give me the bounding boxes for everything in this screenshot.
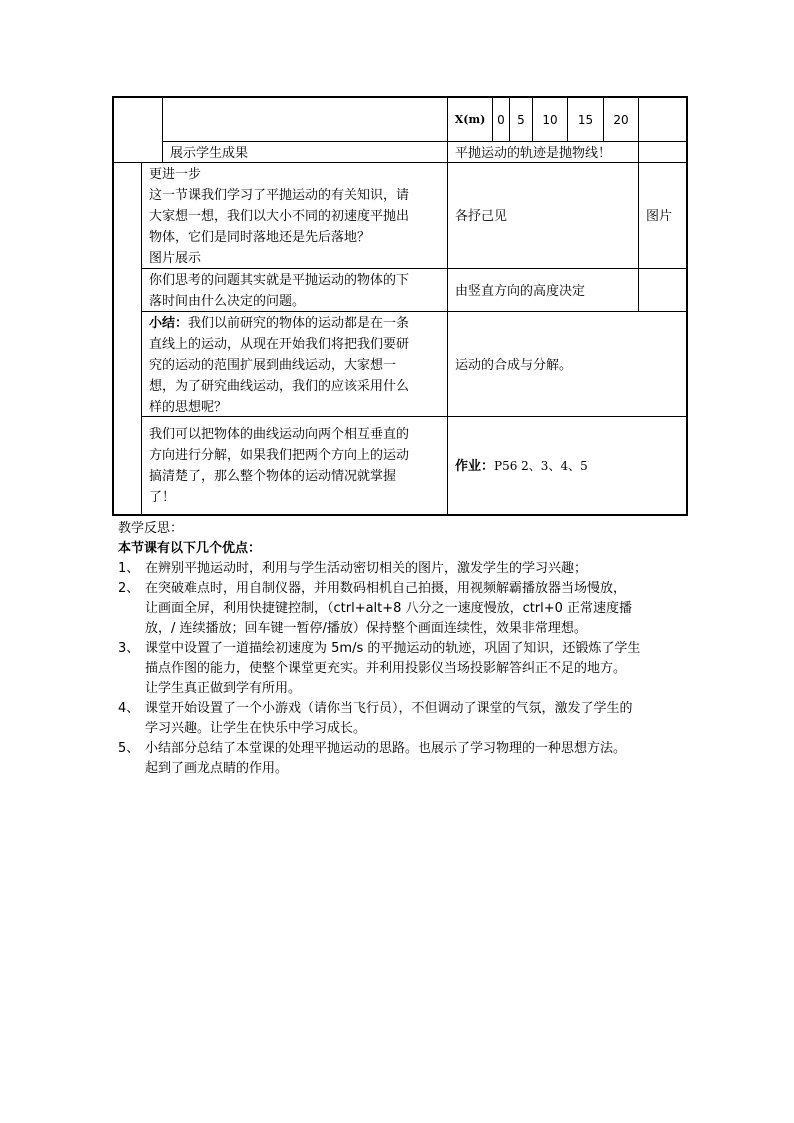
item-line: 放，/ 连续播放；回车键一暂停/播放）保持整个画面连续性，效果非常理想。 xyxy=(145,621,587,636)
x-header: X(m) xyxy=(454,113,486,126)
item-index: 4、 xyxy=(118,701,140,716)
x-value: 0 xyxy=(497,113,505,127)
summary-line: 直线上的运动，从现在开始我们将把我们要研 xyxy=(149,337,410,352)
homework-text: P56 2、3、4、5 xyxy=(494,459,588,473)
item-line: 学习兴趣。让学生在快乐中学习成长。 xyxy=(145,721,367,736)
summary-line: 我们以前研究的物体的运动都是在一条 xyxy=(188,316,410,331)
summary-line: 究的运动的范围扩展到曲线运动，大家想一 xyxy=(149,358,397,373)
item-line: 课堂开始设置了一个小游戏（请你当飞行员），不但调动了课堂的气氛，激发了学生的 xyxy=(145,701,633,716)
further-line: 更进一步 xyxy=(149,167,202,182)
x-value: 10 xyxy=(542,113,558,127)
further-extra: 图片 xyxy=(646,209,673,224)
further-line: 大家想一想，我们以大小不同的初速度平抛出 xyxy=(149,209,410,224)
table-line xyxy=(141,162,142,515)
show-results-answer: 平抛运动的轨迹是抛物线！ xyxy=(455,146,612,161)
show-results-label: 展示学生成果 xyxy=(170,146,249,161)
conclusion-line: 我们可以把物体的曲线运动向两个相互垂直的 xyxy=(149,427,410,442)
conclusion-text xyxy=(149,424,409,508)
item-line: 在突破难点时，用自制仪器，并用数码相机自己拍摄，用视频解霸播放器当场慢放， xyxy=(145,581,627,596)
item-line: 小结部分总结了本堂课的处理平抛运动的思路。也展示了学习物理的一种思想方法。 xyxy=(145,741,627,756)
summary-text xyxy=(149,313,409,418)
x-value: 5 xyxy=(517,113,525,127)
conclusion-line: 方向进行分解，如果我们把两个方向上的运动 xyxy=(149,448,410,463)
homework-label: 作业： xyxy=(455,459,495,474)
further-line: 这一节课我们学习了平抛运动的有关知识，请 xyxy=(149,188,410,203)
reflection-title: 教学反思： xyxy=(118,521,184,536)
x-value: 15 xyxy=(577,113,594,127)
table-line xyxy=(162,96,163,163)
further-line: 图片展示 xyxy=(149,251,202,266)
item-line: 在辨别平抛运动时，利用与学生活动密切相关的图片，激发学生的学习兴趣； xyxy=(145,561,588,576)
table-border-top xyxy=(112,96,688,98)
question-line: 你们思考的问题其实就是平抛运动的物体的下 xyxy=(149,273,410,288)
reflection-item xyxy=(118,579,678,639)
reflection-item xyxy=(118,559,678,579)
item-line: 描点作图的能力，使整个课堂更充实。并利用投影仪当场投影解答纠正不足的地方。 xyxy=(145,661,627,676)
table-border-right xyxy=(686,96,688,516)
question-text xyxy=(149,270,409,312)
table-line xyxy=(162,141,688,142)
summary-label: 小结： xyxy=(149,316,189,331)
item-index: 3、 xyxy=(118,641,140,656)
reflection-item xyxy=(118,639,678,699)
table-border-left xyxy=(112,96,114,516)
reflection-heading: 本节课有以下几个优点： xyxy=(118,541,262,556)
summary-answer: 运动的合成与分解。 xyxy=(455,358,573,373)
item-line: 课堂中设置了一道描绘初速度为 5m/s 的平抛运动的轨迹，巩固了知识，还锻炼了学生 xyxy=(145,641,641,656)
table-line xyxy=(447,96,448,515)
question-answer: 由竖直方向的高度决定 xyxy=(455,284,586,299)
item-line: 让学生真正做到学有所用。 xyxy=(145,681,302,696)
conclusion-line: 了！ xyxy=(149,490,176,505)
x-value: 20 xyxy=(613,113,629,127)
table-border-bottom xyxy=(112,514,688,516)
summary-line: 样的思想呢？ xyxy=(149,400,228,415)
conclusion-line: 搞清楚了，那么整个物体的运动情况就掌握 xyxy=(149,469,397,484)
further-answer: 各抒己见 xyxy=(455,209,508,224)
item-line: 起到了画龙点睛的作用。 xyxy=(145,761,289,776)
reflection-item xyxy=(118,699,678,739)
question-line: 落时间由什么决定的问题。 xyxy=(149,294,306,309)
item-index: 1、 xyxy=(118,561,140,576)
table-line xyxy=(638,96,639,312)
further-line: 物体，它们是同时落地还是先后落地？ xyxy=(149,230,371,245)
homework xyxy=(455,456,588,477)
item-line: 让画面全屏，利用快捷键控制，（ctrl+alt+8 八分之一速度慢放，ctrl+0 正常速度播 xyxy=(145,601,633,616)
teaching-reflection xyxy=(118,519,678,779)
summary-line: 想，为了研究曲线运动，我们的应该采用什么 xyxy=(149,379,410,394)
item-index: 2、 xyxy=(118,581,140,596)
reflection-item xyxy=(118,739,678,779)
further-text xyxy=(149,164,409,269)
item-index: 5、 xyxy=(118,741,140,756)
